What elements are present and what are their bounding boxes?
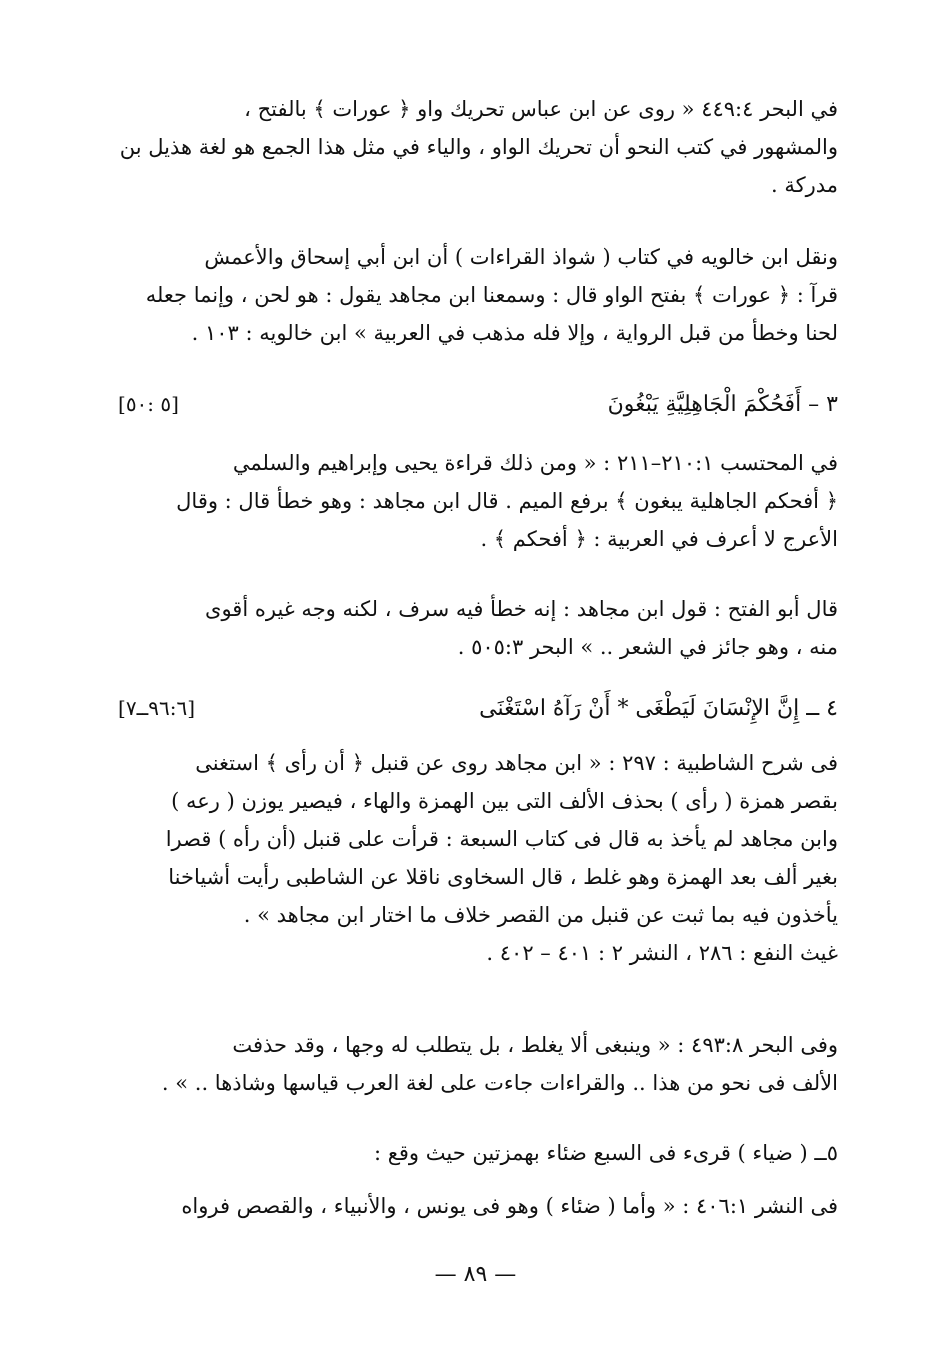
- paragraph-2: [118, 238, 838, 352]
- text-line: منه ، وهو جائز في الشعر .. » البحر ٥٠٥:٣ .: [457, 635, 838, 659]
- paragraph-5: [118, 744, 838, 972]
- text-line: ونقل ابن خالويه في كتاب ( شواذ القراءات ) أن ابن أبي إسحاق والأعمش: [204, 245, 838, 269]
- text-line: ﴿ أفحكم الجاهلية يبغون ﴾ برفع الميم . قال ابن مجاهد : وهو خطأ قال : وقال: [176, 489, 838, 513]
- paragraph-3: [118, 444, 838, 558]
- paragraph-4: [118, 590, 838, 666]
- text-line: ٥ــ ( ضياء ) قرىء فى السبع ضئاء بهمزتين حيث وقع :: [373, 1141, 838, 1165]
- text-line: والمشهور في كتب النحو أن تحريك الواو ، والياء في مثل هذا الجمع هو لغة هذيل بن: [119, 135, 838, 159]
- verse-heading-4: [118, 688, 838, 728]
- text-line: الألف فى نحو من هذا .. والقراءات جاءت على لغة العرب قياسها وشاذها .. » .: [161, 1071, 838, 1095]
- verse-heading-3: [118, 384, 838, 424]
- text-line: وفى البحر ٤٩٣:٨ : « وينبغى ألا يغلط ، بل يتطلب له وجها ، وقد حذفت: [232, 1033, 838, 1057]
- paragraph-1: [118, 90, 838, 204]
- text-line: في البحر ٤٤٩:٤ « روى عن ابن عباس تحريك واو ﴿ عورات ﴾ بالفتح ،: [244, 97, 838, 121]
- page-number: — ٨٩ —: [434, 1262, 517, 1287]
- text-line: بقصر همزة ( رأى ) بحذف الألف التى بين الهمزة والهاء ، فيصير يوزن ( رعه ): [171, 789, 838, 813]
- paragraph-6: [118, 1026, 838, 1102]
- text-line: بغير ألف بعد الهمزة وهو غلط ، قال السخاوى ناقلا عن الشاطبى رأيت أشياخنا: [168, 865, 838, 889]
- verse-text: ٤ ــ إِنَّ الإِنْسَانَ لَيَطْغَى * أَنْ رَآهُ اسْتَغْنَى: [479, 695, 838, 721]
- text-line: قال أبو الفتح : قول ابن مجاهد : إنه خطأ فيه سرف ، لكنه وجه غيره أقوى: [205, 597, 838, 621]
- verse-reference: [٩٦:٦ــ٧]: [118, 696, 196, 720]
- paragraph-8: [118, 1187, 838, 1225]
- text-line: قرآ : ﴿ عورات ﴾ بفتح الواو قال : وسمعنا ابن مجاهد يقول : هو لحن ، وإنما جعله: [145, 283, 838, 307]
- text-line: يأخذون فيه بما ثبت عن قنبل من القصر خلاف ما اختار ابن مجاهد » .: [243, 903, 838, 927]
- verse-text: ٣ – أَفَحُكْمَ الْجَاهِلِيَّةِ يَبْغُونَ: [607, 391, 838, 417]
- paragraph-7: [118, 1134, 838, 1172]
- text-line: لحنا وخطأ من قبل الرواية ، وإلا فله مذهب في العربية » ابن خالويه : ١٠٣ .: [191, 321, 838, 345]
- text-line: فى النشر ٤٠٦:١ : « وأما ( ضئاء ) وهو فى يونس ، والأنبياء ، والقصص فرواه: [181, 1194, 838, 1218]
- text-line: مدركة .: [770, 173, 838, 197]
- text-line: وابن مجاهد لم يأخذ به قال فى كتاب السبعة : قرأت على قنبل (أن رأه ) قصرا: [165, 827, 838, 851]
- text-line: فى شرح الشاطبية : ٢٩٧ : « ابن مجاهد روى عن قنبل ﴿ أن رأى ﴾ استغنى: [195, 751, 838, 775]
- verse-reference: [٥ :٥٠]: [118, 392, 179, 416]
- text-line: غيث النفع : ٢٨٦ ، النشر ٢ : ٤٠١ – ٤٠٢ .: [486, 941, 838, 965]
- text-line: في المحتسب ٢١٠:١–٢١١ : « ومن ذلك قراءة يحيى وإبراهيم والسلمي: [232, 451, 838, 475]
- text-line: الأعرج لا أعرف في العربية : ﴿ أفحكم ﴾ .: [480, 527, 838, 551]
